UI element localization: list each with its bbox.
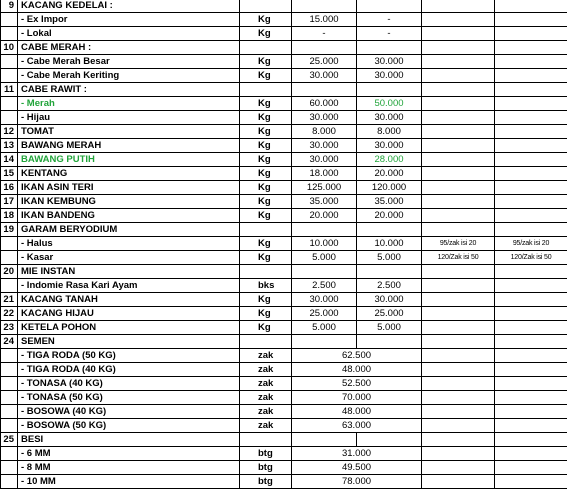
item-name-cell[interactable]: - Cabe Merah Besar (18, 55, 240, 69)
note-cell-1[interactable] (422, 293, 495, 307)
item-name-cell[interactable]: - TONASA (50 KG) (18, 391, 240, 405)
note-cell-2[interactable] (495, 279, 567, 293)
item-name-cell[interactable]: - TIGA RODA (40 KG) (18, 363, 240, 377)
item-name-cell[interactable]: KENTANG (18, 167, 240, 181)
empty-cell[interactable] (495, 363, 567, 377)
price-cell-1[interactable]: 5.000 (292, 321, 357, 335)
item-name-cell[interactable]: - TONASA (40 KG) (18, 377, 240, 391)
note-cell-2[interactable] (495, 153, 567, 167)
empty-cell[interactable] (422, 475, 495, 489)
row-number-cell[interactable] (1, 377, 18, 391)
table-row (1, 419, 567, 433)
price-cell-1[interactable] (292, 41, 357, 55)
table-row (1, 447, 567, 461)
item-name-cell[interactable]: - Lokal (18, 27, 240, 41)
table-row (1, 321, 567, 335)
price-cell-2[interactable] (357, 223, 422, 237)
note-cell-2[interactable] (495, 293, 567, 307)
table-row (1, 405, 567, 419)
empty-cell[interactable] (422, 461, 495, 475)
item-name-cell[interactable]: - BOSOWA (40 KG) (18, 405, 240, 419)
price-cell-1[interactable]: - (292, 27, 357, 41)
unit-cell[interactable]: zak (240, 349, 292, 363)
empty-cell[interactable] (422, 349, 495, 363)
row-number-cell[interactable]: 20 (1, 265, 18, 279)
note-cell-1[interactable] (422, 13, 495, 27)
unit-cell[interactable]: Kg (240, 13, 292, 27)
price-cell-2[interactable]: - (357, 13, 422, 27)
table-row (1, 223, 567, 237)
item-name-cell[interactable]: - 10 MM (18, 475, 240, 489)
item-name-cell[interactable]: TOMAT (18, 125, 240, 139)
row-number-cell[interactable] (1, 447, 18, 461)
price-cell-2[interactable]: 30.000 (357, 69, 422, 83)
table-row (1, 69, 567, 83)
note-cell-1[interactable] (422, 0, 495, 13)
note-cell-2[interactable] (495, 181, 567, 195)
note-cell-2[interactable]: 120/Zak isi 50 (495, 251, 567, 265)
empty-cell[interactable] (422, 377, 495, 391)
table-row (1, 475, 567, 489)
row-number-cell[interactable]: 23 (1, 321, 18, 335)
merged-price-cell[interactable]: 70.000 (292, 391, 422, 405)
price-cell-2[interactable]: - (357, 27, 422, 41)
price-cell-1[interactable]: 2.500 (292, 279, 357, 293)
merged-price-cell[interactable]: 63.000 (292, 419, 422, 433)
note-cell-1[interactable] (422, 153, 495, 167)
unit-cell[interactable]: Kg (240, 153, 292, 167)
unit-cell[interactable]: Kg (240, 125, 292, 139)
item-name-cell[interactable]: BAWANG MERAH (18, 139, 240, 153)
price-cell-1[interactable]: 18.000 (292, 167, 357, 181)
row-number-cell[interactable] (1, 13, 18, 27)
row-number-cell[interactable] (1, 69, 18, 83)
item-name-cell[interactable]: - 6 MM (18, 447, 240, 461)
note-cell-1[interactable] (422, 307, 495, 321)
price-cell-1[interactable]: 30.000 (292, 293, 357, 307)
row-number-cell[interactable] (1, 475, 18, 489)
price-cell-1[interactable]: 10.000 (292, 237, 357, 251)
note-cell-1[interactable] (422, 27, 495, 41)
note-cell-1[interactable] (422, 181, 495, 195)
note-cell-2[interactable] (495, 69, 567, 83)
table-row (1, 293, 567, 307)
table-row (1, 153, 567, 167)
price-cell-1[interactable]: 5.000 (292, 251, 357, 265)
table-row (1, 55, 567, 69)
unit-cell[interactable] (240, 223, 292, 237)
row-number-cell[interactable]: 19 (1, 223, 18, 237)
price-cell-1[interactable]: 35.000 (292, 195, 357, 209)
price-cell-2[interactable]: 2.500 (357, 279, 422, 293)
item-name-cell[interactable]: - TIGA RODA (50 KG) (18, 349, 240, 363)
table-row (1, 195, 567, 209)
row-number-cell[interactable]: 14 (1, 153, 18, 167)
price-cell-2[interactable]: 8.000 (357, 125, 422, 139)
row-number-cell[interactable]: 21 (1, 293, 18, 307)
price-cell-2[interactable]: 5.000 (357, 251, 422, 265)
unit-cell[interactable]: Kg (240, 293, 292, 307)
note-cell-1[interactable] (422, 69, 495, 83)
table-row (1, 83, 567, 97)
merged-price-cell[interactable]: 48.000 (292, 405, 422, 419)
unit-cell[interactable]: Kg (240, 27, 292, 41)
item-name-cell[interactable]: GARAM BERYODIUM (18, 223, 240, 237)
table-row (1, 335, 567, 349)
empty-cell[interactable] (495, 447, 567, 461)
empty-cell[interactable] (495, 377, 567, 391)
item-name-cell[interactable]: KACANG KEDELAI : (18, 0, 240, 13)
unit-cell[interactable]: btg (240, 447, 292, 461)
table-row (1, 251, 567, 265)
unit-cell[interactable] (240, 83, 292, 97)
note-cell-2[interactable] (495, 111, 567, 125)
note-cell-2[interactable] (495, 195, 567, 209)
price-cell-2[interactable]: 20.000 (357, 167, 422, 181)
unit-cell[interactable]: zak (240, 377, 292, 391)
item-name-cell[interactable]: - Indomie Rasa Kari Ayam (18, 279, 240, 293)
merged-price-cell[interactable]: 78.000 (292, 475, 422, 489)
item-name-cell[interactable]: - Cabe Merah Keriting (18, 69, 240, 83)
unit-cell[interactable]: Kg (240, 97, 292, 111)
unit-cell[interactable]: Kg (240, 139, 292, 153)
note-cell-2[interactable] (495, 83, 567, 97)
unit-cell[interactable]: Kg (240, 321, 292, 335)
table-row (1, 349, 567, 363)
unit-cell[interactable]: Kg (240, 69, 292, 83)
price-cell-2[interactable]: 30.000 (357, 293, 422, 307)
empty-cell[interactable] (422, 447, 495, 461)
note-cell-1[interactable] (422, 111, 495, 125)
row-number-cell[interactable]: 10 (1, 41, 18, 55)
item-name-cell[interactable]: IKAN KEMBUNG (18, 195, 240, 209)
price-cell-1[interactable]: 60.000 (292, 97, 357, 111)
unit-cell[interactable]: Kg (240, 237, 292, 251)
price-cell-1[interactable] (292, 83, 357, 97)
table-row (1, 181, 567, 195)
row-number-cell[interactable] (1, 391, 18, 405)
item-name-cell[interactable]: SEMEN (18, 335, 240, 349)
price-cell-2[interactable] (357, 433, 422, 447)
row-number-cell[interactable] (1, 461, 18, 475)
unit-cell[interactable] (240, 265, 292, 279)
merged-price-cell[interactable]: 31.000 (292, 447, 422, 461)
price-cell-1[interactable]: 125.000 (292, 181, 357, 195)
price-cell-1[interactable] (292, 223, 357, 237)
table-row (1, 125, 567, 139)
empty-cell[interactable] (422, 363, 495, 377)
table-row (1, 139, 567, 153)
note-cell-2[interactable] (495, 335, 567, 349)
note-cell-1[interactable] (422, 139, 495, 153)
item-name-cell[interactable]: BESI (18, 433, 240, 447)
table-row (1, 307, 567, 321)
table-row (1, 0, 567, 13)
table-row (1, 433, 567, 447)
table-row (1, 391, 567, 405)
note-cell-1[interactable] (422, 125, 495, 139)
table-row (1, 97, 567, 111)
unit-cell[interactable]: btg (240, 461, 292, 475)
price-cell-2[interactable]: 5.000 (357, 321, 422, 335)
row-number-cell[interactable] (1, 349, 18, 363)
price-cell-1[interactable]: 30.000 (292, 153, 357, 167)
note-cell-1[interactable] (422, 41, 495, 55)
row-number-cell[interactable] (1, 405, 18, 419)
note-cell-1[interactable] (422, 223, 495, 237)
row-number-cell[interactable]: 25 (1, 433, 18, 447)
table-row (1, 377, 567, 391)
price-cell-1[interactable]: 25.000 (292, 55, 357, 69)
note-cell-1[interactable] (422, 55, 495, 69)
unit-cell[interactable]: Kg (240, 251, 292, 265)
price-cell-1[interactable] (292, 265, 357, 279)
price-cell-2[interactable]: 30.000 (357, 139, 422, 153)
price-cell-2[interactable]: 30.000 (357, 111, 422, 125)
note-cell-2[interactable] (495, 27, 567, 41)
price-cell-2[interactable]: 120.000 (357, 181, 422, 195)
empty-cell[interactable] (422, 419, 495, 433)
empty-cell[interactable] (495, 391, 567, 405)
price-cell-2[interactable] (357, 0, 422, 13)
price-cell-2[interactable] (357, 83, 422, 97)
row-number-cell[interactable] (1, 419, 18, 433)
unit-cell[interactable]: btg (240, 475, 292, 489)
price-cell-1[interactable]: 25.000 (292, 307, 357, 321)
empty-cell[interactable] (495, 461, 567, 475)
note-cell-1[interactable] (422, 83, 495, 97)
price-cell-1[interactable]: 30.000 (292, 139, 357, 153)
row-number-cell[interactable] (1, 97, 18, 111)
unit-cell[interactable] (240, 41, 292, 55)
note-cell-1[interactable] (422, 195, 495, 209)
item-name-cell[interactable]: KACANG HIJAU (18, 307, 240, 321)
price-cell-2[interactable]: 25.000 (357, 307, 422, 321)
price-cell-1[interactable]: 8.000 (292, 125, 357, 139)
unit-cell[interactable]: Kg (240, 307, 292, 321)
price-cell-2[interactable] (357, 265, 422, 279)
price-cell-2[interactable]: 28.000 (357, 153, 422, 167)
table-row (1, 167, 567, 181)
unit-cell[interactable]: Kg (240, 55, 292, 69)
price-cell-2[interactable]: 30.000 (357, 55, 422, 69)
price-cell-2[interactable] (357, 41, 422, 55)
note-cell-2[interactable]: 95/zak isi 20 (495, 237, 567, 251)
unit-cell[interactable]: Kg (240, 111, 292, 125)
row-number-cell[interactable]: 13 (1, 139, 18, 153)
note-cell-2[interactable] (495, 55, 567, 69)
row-number-cell[interactable] (1, 111, 18, 125)
note-cell-1[interactable]: 95/zak isi 20 (422, 237, 495, 251)
empty-cell[interactable] (422, 391, 495, 405)
item-name-cell[interactable]: BAWANG PUTIH (18, 153, 240, 167)
note-cell-1[interactable] (422, 265, 495, 279)
row-number-cell[interactable]: 9 (1, 0, 18, 13)
price-cell-2[interactable]: 20.000 (357, 209, 422, 223)
item-name-cell[interactable]: - Halus (18, 237, 240, 251)
unit-cell[interactable]: Kg (240, 209, 292, 223)
note-cell-1[interactable] (422, 279, 495, 293)
merged-price-cell[interactable]: 52.500 (292, 377, 422, 391)
note-cell-2[interactable] (495, 223, 567, 237)
empty-cell[interactable] (495, 405, 567, 419)
note-cell-2[interactable] (495, 97, 567, 111)
table-row (1, 237, 567, 251)
item-name-cell[interactable]: - Ex Impor (18, 13, 240, 27)
row-number-cell[interactable] (1, 363, 18, 377)
item-name-cell[interactable]: - BOSOWA (50 KG) (18, 419, 240, 433)
note-cell-1[interactable] (422, 335, 495, 349)
note-cell-2[interactable] (495, 13, 567, 27)
empty-cell[interactable] (495, 419, 567, 433)
unit-cell[interactable] (240, 335, 292, 349)
item-name-cell[interactable]: KACANG TANAH (18, 293, 240, 307)
unit-cell[interactable] (240, 0, 292, 13)
price-cell-1[interactable] (292, 433, 357, 447)
unit-cell[interactable]: zak (240, 405, 292, 419)
note-cell-2[interactable] (495, 139, 567, 153)
unit-cell[interactable]: Kg (240, 167, 292, 181)
unit-cell[interactable]: Kg (240, 195, 292, 209)
note-cell-1[interactable] (422, 167, 495, 181)
note-cell-1[interactable]: 120/Zak isi 50 (422, 251, 495, 265)
empty-cell[interactable] (422, 405, 495, 419)
row-number-cell[interactable]: 17 (1, 195, 18, 209)
row-number-cell[interactable] (1, 237, 18, 251)
price-cell-2[interactable]: 10.000 (357, 237, 422, 251)
empty-cell[interactable] (495, 349, 567, 363)
price-cell-1[interactable]: 15.000 (292, 13, 357, 27)
row-number-cell[interactable]: 16 (1, 181, 18, 195)
empty-cell[interactable] (495, 475, 567, 489)
unit-cell[interactable]: zak (240, 363, 292, 377)
table-row (1, 363, 567, 377)
price-cell-1[interactable]: 30.000 (292, 111, 357, 125)
merged-price-cell[interactable]: 49.500 (292, 461, 422, 475)
note-cell-2[interactable] (495, 433, 567, 447)
price-cell-2[interactable] (357, 335, 422, 349)
row-number-cell[interactable]: 15 (1, 167, 18, 181)
note-cell-1[interactable] (422, 433, 495, 447)
row-number-cell[interactable]: 24 (1, 335, 18, 349)
price-cell-1[interactable]: 30.000 (292, 69, 357, 83)
item-name-cell[interactable]: - Hijau (18, 111, 240, 125)
table-row (1, 279, 567, 293)
table-row (1, 209, 567, 223)
table-row (1, 461, 567, 475)
item-name-cell[interactable]: - 8 MM (18, 461, 240, 475)
unit-cell[interactable]: zak (240, 391, 292, 405)
note-cell-1[interactable] (422, 321, 495, 335)
item-name-cell[interactable]: - Kasar (18, 251, 240, 265)
unit-cell[interactable]: bks (240, 279, 292, 293)
unit-cell[interactable]: Kg (240, 181, 292, 195)
row-number-cell[interactable] (1, 55, 18, 69)
table-row (1, 13, 567, 27)
note-cell-1[interactable] (422, 97, 495, 111)
note-cell-2[interactable] (495, 41, 567, 55)
unit-cell[interactable] (240, 433, 292, 447)
note-cell-2[interactable] (495, 167, 567, 181)
note-cell-2[interactable] (495, 265, 567, 279)
row-number-cell[interactable]: 22 (1, 307, 18, 321)
table-row (1, 27, 567, 41)
price-cell-1[interactable] (292, 0, 357, 13)
table-row (1, 265, 567, 279)
note-cell-2[interactable] (495, 321, 567, 335)
item-name-cell[interactable]: - Merah (18, 97, 240, 111)
item-name-cell[interactable]: IKAN ASIN TERI (18, 181, 240, 195)
row-number-cell[interactable] (1, 27, 18, 41)
item-name-cell[interactable]: MIE INSTAN (18, 265, 240, 279)
row-number-cell[interactable]: 12 (1, 125, 18, 139)
price-cell-2[interactable]: 35.000 (357, 195, 422, 209)
note-cell-2[interactable] (495, 209, 567, 223)
row-number-cell[interactable]: 18 (1, 209, 18, 223)
row-number-cell[interactable]: 11 (1, 83, 18, 97)
table-row (1, 111, 567, 125)
unit-cell[interactable]: zak (240, 419, 292, 433)
merged-price-cell[interactable]: 62.500 (292, 349, 422, 363)
note-cell-2[interactable] (495, 125, 567, 139)
table-row (1, 41, 567, 55)
item-name-cell[interactable]: CABE MERAH : (18, 41, 240, 55)
merged-price-cell[interactable]: 48.000 (292, 363, 422, 377)
item-name-cell[interactable]: KETELA POHON (18, 321, 240, 335)
price-cell-1[interactable]: 20.000 (292, 209, 357, 223)
note-cell-1[interactable] (422, 209, 495, 223)
row-number-cell[interactable] (1, 279, 18, 293)
row-number-cell[interactable] (1, 251, 18, 265)
note-cell-2[interactable] (495, 307, 567, 321)
note-cell-2[interactable] (495, 0, 567, 13)
item-name-cell[interactable]: IKAN BANDENG (18, 209, 240, 223)
price-cell-1[interactable] (292, 335, 357, 349)
price-cell-2[interactable]: 50.000 (357, 97, 422, 111)
item-name-cell[interactable]: CABE RAWIT : (18, 83, 240, 97)
